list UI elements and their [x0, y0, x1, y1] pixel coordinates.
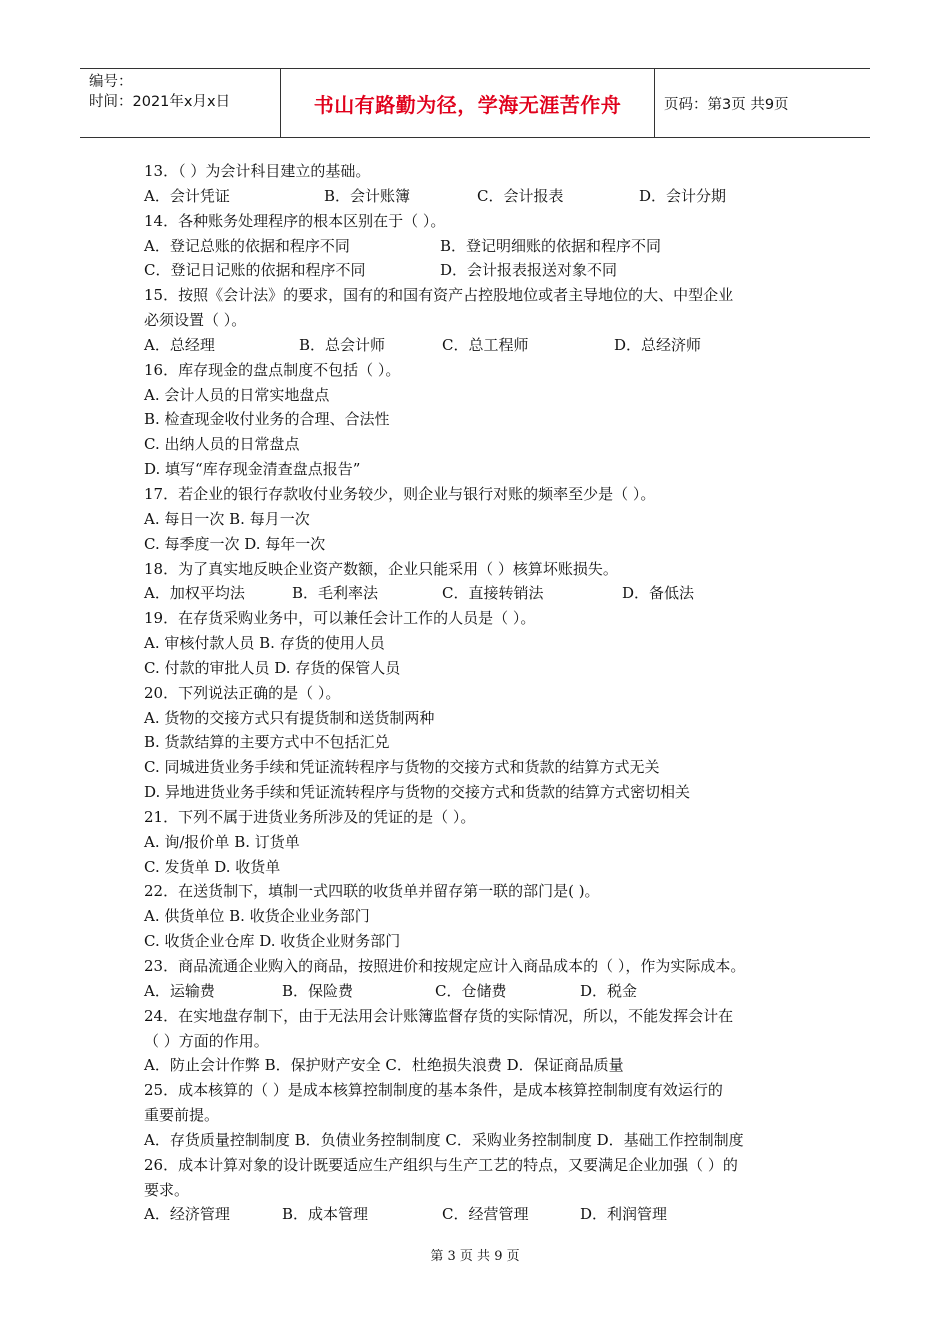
option-text: C．总工程师: [442, 335, 529, 354]
question-stem: 25．成本核算的（ ）是成本核算控制制度的基本条件，是成本核算控制制度有效运行的: [144, 1081, 723, 1100]
question-stem: （ ）方面的作用。: [144, 1031, 269, 1050]
question-stem: 17．若企业的银行存款收付业务较少，则企业与银行对账的频率至少是（ ）。: [144, 484, 656, 503]
option-row: [144, 706, 824, 731]
option-row: [144, 432, 824, 457]
option-row: [144, 780, 824, 805]
option-text: A. 每日一次 B. 每月一次: [144, 509, 310, 528]
option-text: D．会计报表报送对象不同: [440, 261, 618, 280]
option-text: C. 付款的审批人员 D. 存货的保管人员: [144, 658, 401, 677]
option-row: [144, 631, 824, 656]
question-stem: 16．库存现金的盘点制度不包括（ ）。: [144, 360, 401, 379]
question-stem: 13．（ ）为会计科目建立的基础。: [144, 162, 371, 180]
time-label: 时间：2021年x月x日: [89, 94, 231, 110]
option-text: A．总经理: [144, 335, 215, 354]
option-text: C. 出纳人员的日常盘点: [144, 435, 300, 454]
option-text: D．税金: [580, 981, 638, 1000]
option-row: [144, 904, 824, 929]
option-row: [144, 730, 824, 755]
option-text: D. 填写“库存现金清查盘点报告”: [144, 460, 361, 479]
option-row: [144, 184, 824, 209]
option-text: A．经济管理: [144, 1205, 230, 1224]
page-footer: 第 3 页 共 9 页: [430, 1249, 520, 1264]
option-text: C. 发货单 D. 收货单: [144, 857, 281, 876]
question-stem: 26．成本计算对象的设计既要适应生产组织与生产工艺的特点，又要满足企业加强（ ）的: [144, 1155, 738, 1174]
option-text: A．加权平均法: [144, 584, 245, 603]
option-text: B. 货款结算的主要方式中不包括汇兑: [144, 733, 390, 752]
option-text: A. 会计人员的日常实地盘点: [144, 385, 330, 404]
option-text: C．经营管理: [442, 1205, 529, 1224]
option-text: B．保险费: [282, 981, 354, 1000]
option-text: A．运输费: [144, 981, 215, 1000]
question-stem: 必须设置（ ）。: [144, 311, 247, 330]
question-stem: 15．按照《会计法》的要求，国有的和国有资产占控股地位或者主导地位的大、中型企业: [144, 286, 734, 305]
option-text: C. 每季度一次 D. 每年一次: [144, 534, 326, 553]
option-row: [144, 258, 824, 283]
question-stem: 21．下列不属于进货业务所涉及的凭证的是（ ）。: [144, 807, 476, 826]
option-text: D．利润管理: [580, 1205, 668, 1224]
option-text: A. 货物的交接方式只有提货制和送货制两种: [144, 708, 435, 727]
option-text: B．总会计师: [299, 335, 386, 354]
option-text: B．成本管理: [282, 1205, 369, 1224]
option-text: B．登记明细账的依据和程序不同: [440, 236, 662, 255]
header-meta: [80, 69, 281, 137]
option-text: A．存货质量控制制度 B．负债业务控制制度 C．采购业务控制制度 D．基础工作控制制度: [144, 1130, 744, 1149]
option-text: A．登记总账的依据和程序不同: [144, 236, 350, 255]
option-text: A. 审核付款人员 B. 存货的使用人员: [144, 634, 385, 653]
option-row: [144, 979, 824, 1004]
option-text: D. 异地进货业务手续和凭证流转程序与货物的交接方式和货款的结算方式密切相关: [144, 783, 691, 802]
question-stem: 14．各种账务处理程序的根本区别在于（ ）。: [144, 211, 446, 230]
option-text: A．会计凭证: [144, 186, 230, 205]
option-text: A. 供货单位 B. 收货企业业务部门: [144, 907, 370, 926]
page-header: [80, 68, 870, 138]
question-stem: 19．在存货采购业务中，可以兼任会计工作的人员是（ ）。: [144, 609, 536, 628]
option-row: [144, 532, 824, 557]
option-row: [144, 407, 824, 432]
option-text: C．仓储费: [435, 981, 507, 1000]
option-text: A. 询/报价单 B. 订货单: [144, 832, 300, 851]
option-text: C．会计报表: [477, 186, 564, 205]
question-stem: 23．商品流通企业购入的商品，按照进价和按规定应计入商品成本的（ ），作为实际成本。: [144, 957, 746, 975]
option-row: [144, 755, 824, 780]
number-label: 编号：: [89, 74, 133, 90]
question-stem: 重要前提。: [144, 1106, 220, 1125]
option-text: D．总经济师: [614, 335, 702, 354]
option-row: [144, 929, 824, 954]
option-text: D．会计分期: [639, 186, 727, 205]
option-row: [144, 581, 824, 606]
question-stem: 22．在送货制下，填制一式四联的收货单并留存第一联的部门是( )。: [144, 882, 600, 901]
question-stem: 20．下列说法正确的是（ ）。: [144, 683, 341, 702]
option-text: C．登记日记账的依据和程序不同: [144, 261, 366, 280]
option-row: [144, 234, 824, 259]
option-row: [144, 855, 824, 880]
option-text: C．直接转销法: [442, 584, 544, 603]
option-row: [144, 1053, 824, 1078]
option-row: [144, 1128, 824, 1153]
option-text: B．毛利率法: [292, 584, 379, 603]
option-row: [144, 507, 824, 532]
option-row: [144, 656, 824, 681]
question-stem: 18．为了真实地反映企业资产数额，企业只能采用（ ）核算坏账损失。: [144, 559, 618, 578]
option-text: B. 检查现金收付业务的合理、合法性: [144, 410, 390, 429]
option-row: [144, 1202, 824, 1227]
option-row: [144, 333, 824, 358]
option-text: C. 收货企业仓库 D. 收货企业财务部门: [144, 932, 401, 951]
option-row: [144, 830, 824, 855]
option-text: C. 同城进货业务手续和凭证流转程序与货物的交接方式和货款的结算方式无关: [144, 758, 660, 777]
option-row: [144, 457, 824, 482]
option-row: [144, 383, 824, 408]
option-text: D．备低法: [622, 584, 695, 603]
option-text: B．会计账簿: [324, 186, 411, 205]
option-text: A．防止会计作弊 B．保护财产安全 C．杜绝损失浪费 D．保证商品质量: [144, 1056, 624, 1075]
question-stem: 24．在实地盘存制下，由于无法用会计账簿监督存货的实际情况，所以，不能发挥会计在: [144, 1006, 734, 1025]
question-stem: 要求。: [144, 1180, 190, 1199]
header-motto: 书山有路勤为径，学海无涯苦作舟: [281, 69, 655, 137]
header-page-info: 页码：第3页 共9页: [664, 96, 789, 113]
question-list: [144, 159, 824, 1227]
